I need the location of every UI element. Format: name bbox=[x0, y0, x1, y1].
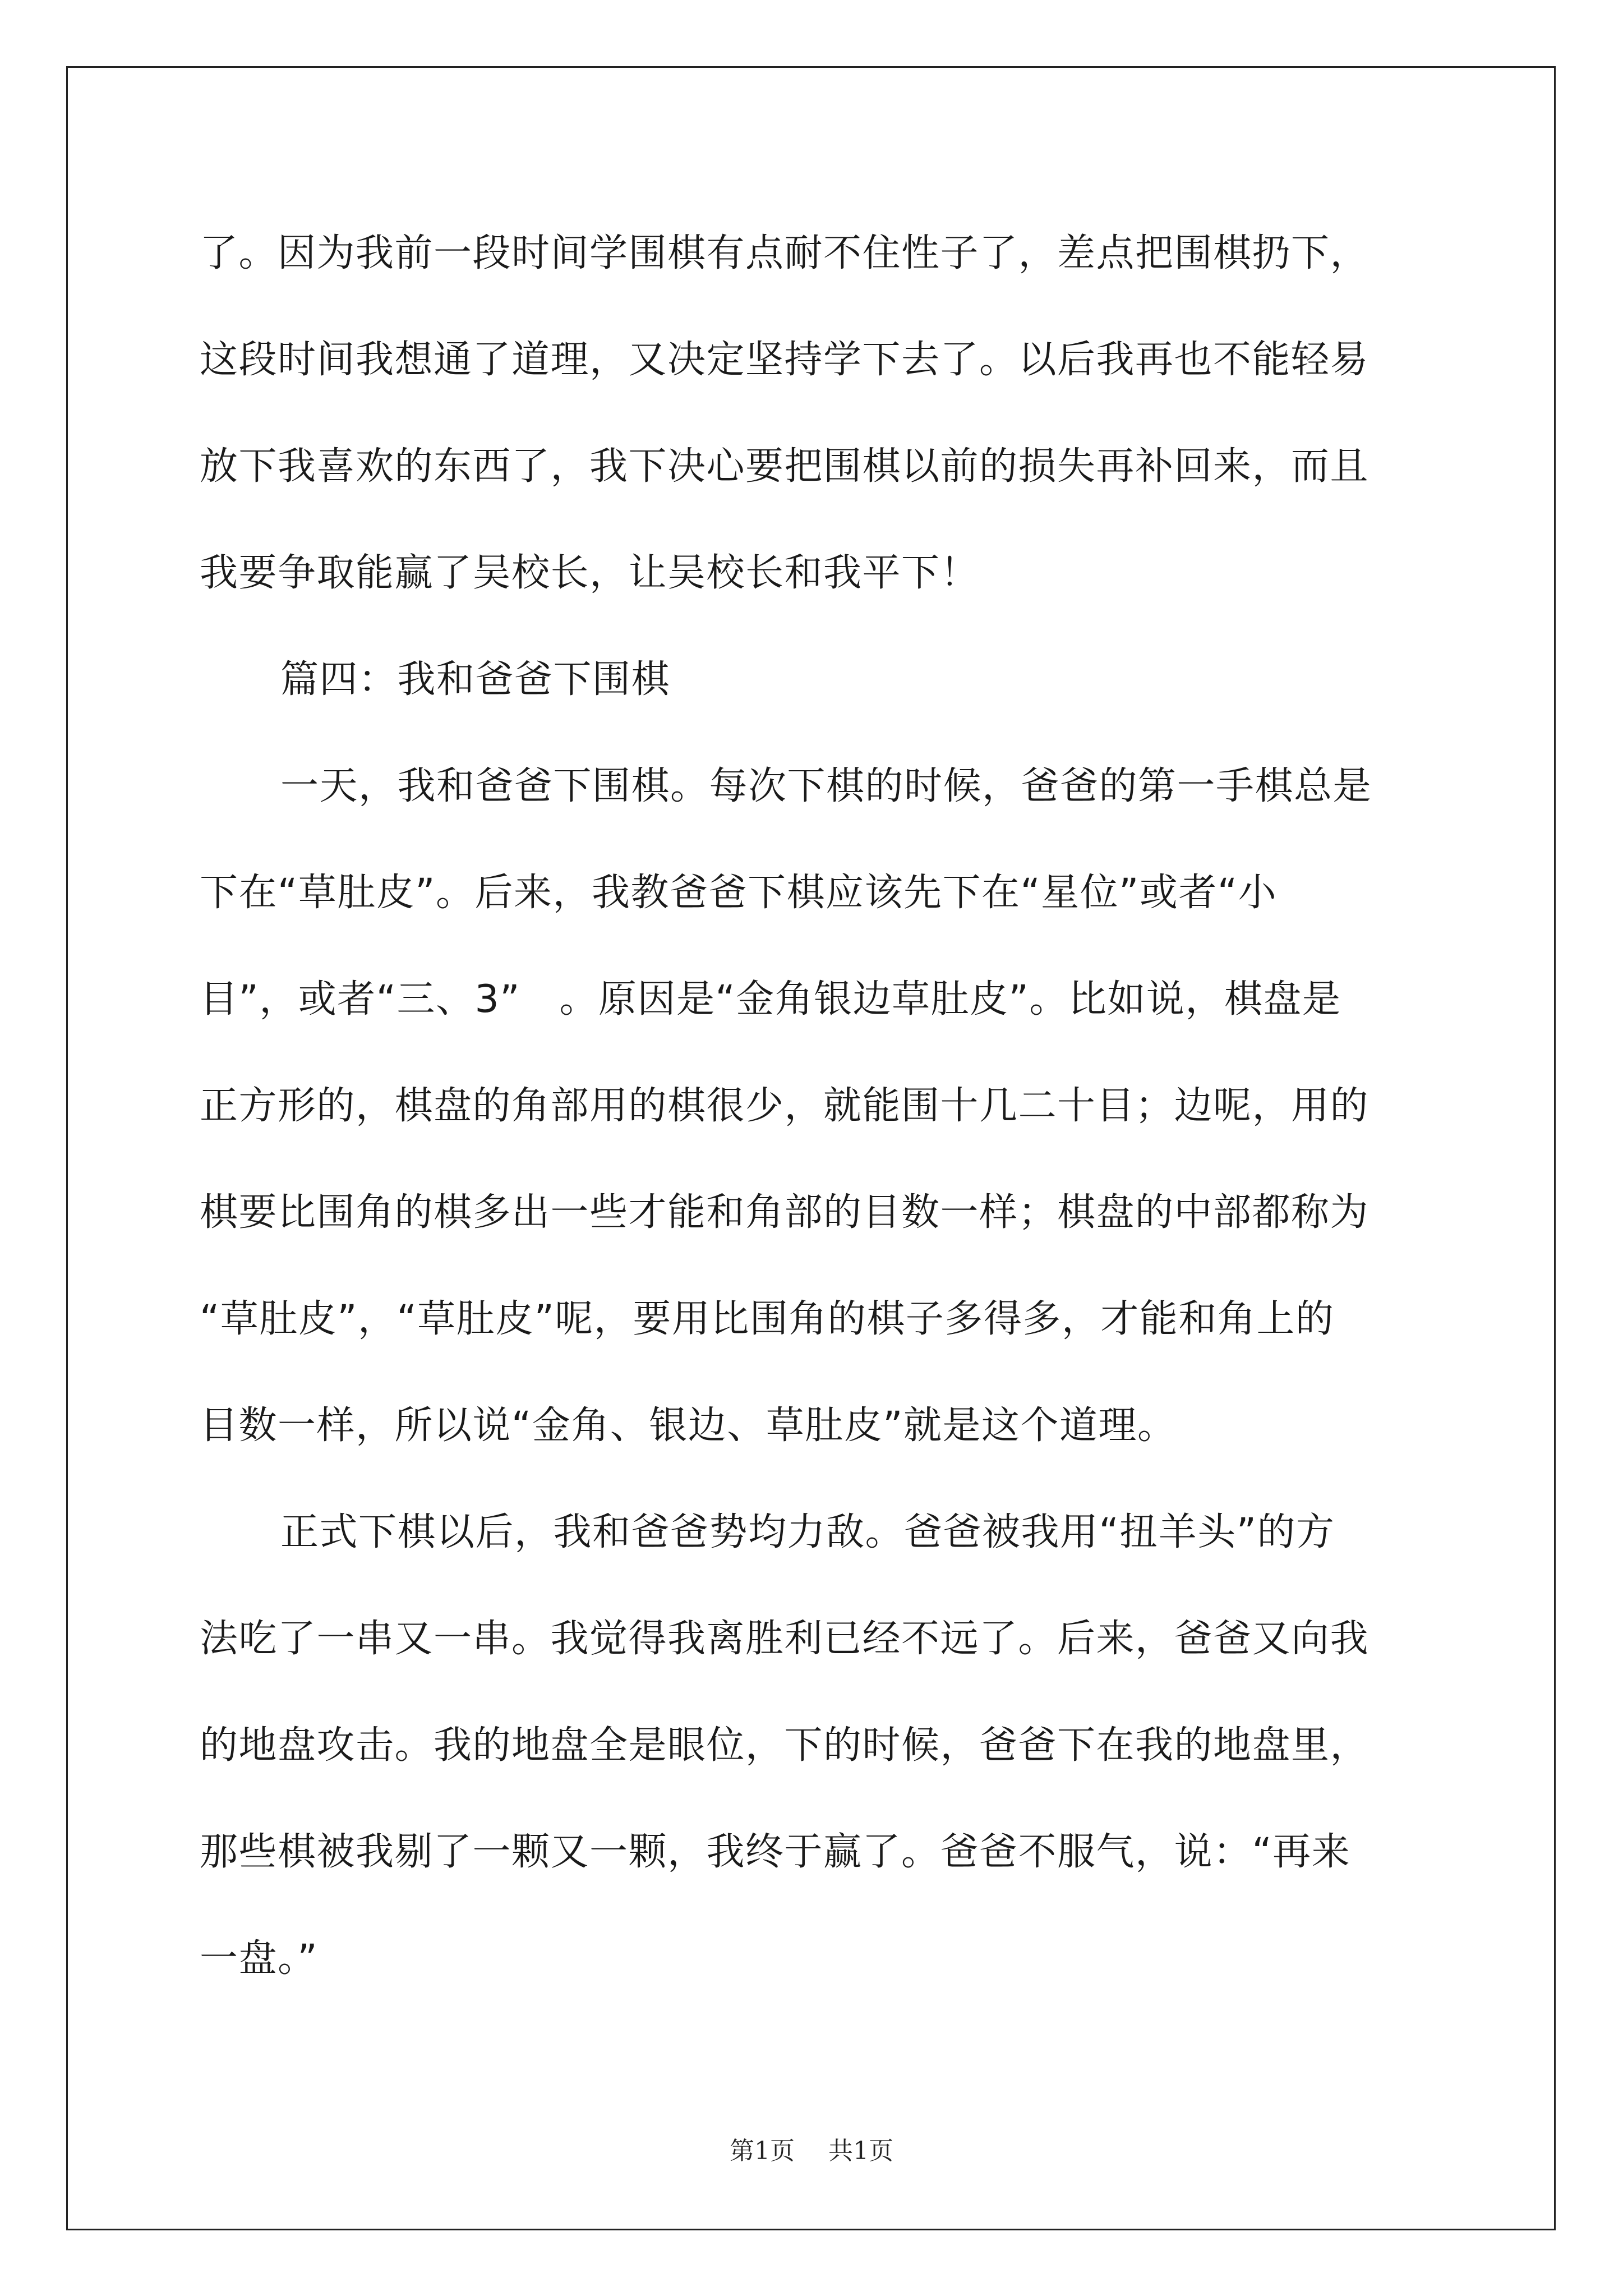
text-line: 放下我喜欢的东西了，我下决心要把围棋以前的损失再补回来，而且 bbox=[200, 444, 1370, 489]
text-line: 棋要比围角的棋多出一些才能和角部的目数一样；棋盘的中部都称为 bbox=[200, 1190, 1370, 1235]
page-footer bbox=[0, 2131, 1623, 2166]
text-line: 目”，或者“三、3” 。原因是“金角银边草肚皮”。比如说，棋盘是 bbox=[200, 977, 1341, 1022]
paragraph-1 bbox=[200, 200, 1433, 627]
text-line: 下在“草肚皮”。后来，我教爸爸下棋应该先下在“星位”或者“小 bbox=[200, 871, 1278, 915]
text-line: 一天，我和爸爸下围棋。每次下棋的时候，爸爸的第一手棋总是 bbox=[280, 764, 1372, 808]
text-line: 我要争取能赢了吴校长，让吴校长和我平下！ bbox=[200, 551, 980, 595]
text-line: “草肚皮”，“草肚皮”呢，要用比围角的棋子多得多，才能和角上的 bbox=[200, 1297, 1335, 1341]
text-line: 那些棋被我剔了一颗又一颗，我终于赢了。爸爸不服气，说：“再来 bbox=[200, 1830, 1351, 1874]
paragraph-2 bbox=[200, 733, 1433, 1479]
text-line: 正方形的，棋盘的角部用的棋很少，就能围十几二十目；边呢，用的 bbox=[200, 1084, 1370, 1128]
text-line: 的地盘攻击。我的地盘全是眼位，下的时候，爸爸下在我的地盘里， bbox=[200, 1723, 1370, 1768]
text-line: 目数一样，所以说“金角、银边、草肚皮”就是这个道理。 bbox=[200, 1404, 1177, 1448]
text-line: 这段时间我想通了道理，又决定坚持学下去了。以后我再也不能轻易 bbox=[200, 338, 1370, 382]
heading-text: 篇四：我和爸爸下围棋 bbox=[280, 657, 671, 702]
text-line: 一盘。” bbox=[200, 1936, 319, 1981]
paragraph-3 bbox=[200, 1479, 1433, 2012]
document-body bbox=[200, 200, 1433, 2012]
text-line: 了。因为我前一段时间学围棋有点耐不住性子了，差点把围棋扔下， bbox=[200, 231, 1370, 275]
text-line: 法吃了一串又一串。我觉得我离胜利已经不远了。后来，爸爸又向我 bbox=[200, 1617, 1370, 1661]
section-heading bbox=[200, 627, 1433, 733]
text-line: 正式下棋以后，我和爸爸势均力敌。爸爸被我用“扭羊头”的方 bbox=[280, 1510, 1335, 1554]
page-number: 第1页 bbox=[730, 2137, 795, 2165]
page-total: 共1页 bbox=[828, 2137, 893, 2165]
